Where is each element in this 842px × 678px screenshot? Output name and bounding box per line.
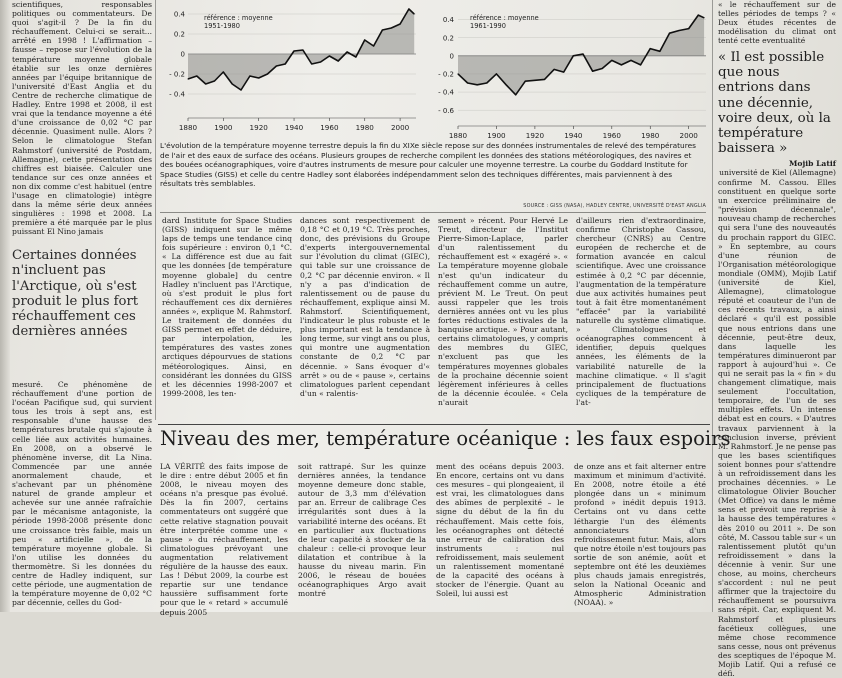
data-point <box>276 65 277 66</box>
column-4 <box>438 216 568 422</box>
column-1-top <box>12 0 152 242</box>
column-6-top-text: « le réchauffement sur de telles périodes de temps ? « Deux études récentes de modélisation du climat ont tenté cette eventualité <box>718 0 836 46</box>
data-point <box>187 78 188 79</box>
column-6-top <box>718 0 836 46</box>
x-tick-label: 1880 <box>448 131 468 140</box>
reference-label: 1961-1990 <box>470 22 506 30</box>
y-tick-label: - 0.4 <box>169 90 185 99</box>
article-separator-rule <box>158 424 710 425</box>
y-tick-label: 0.4 <box>173 10 185 19</box>
data-point <box>364 39 365 40</box>
x-tick-label: 1960 <box>320 123 339 132</box>
data-point <box>258 77 259 78</box>
data-point <box>320 61 321 62</box>
data-point <box>602 68 603 69</box>
y-tick-label: 0.2 <box>173 30 185 39</box>
x-tick-label: 1900 <box>214 123 233 132</box>
data-point <box>205 83 206 84</box>
x-tick-label: 2000 <box>679 131 698 140</box>
reference-label: 1951-1980 <box>204 22 240 30</box>
pull-quote-author-name: Mojib Latif <box>789 159 836 169</box>
data-point <box>240 89 241 90</box>
data-point <box>400 23 401 24</box>
data-point <box>611 60 612 61</box>
data-point <box>621 64 622 65</box>
bottom-column-4-text: de onze ans et fait alterner entre maximum et minimum d'activité. En 2008, notre étoile a été plongée dans un « minimum profond » inédit depuis 1913. Certains ont vu dans cette léthargie l'un des éléments annonciateurs d'un refroidissement futur. Mais, alors que notre étoile n'est toujours pas sortie de son anémie, août et septembre ont été les deuxièmes plus chauds jamais enregistrés, selon la National Oceanic and Atmospheric Administration (NOAA). » <box>574 462 706 608</box>
data-point <box>534 80 535 81</box>
chart-source: SOURCE : GISS (NASA), HADLEY CENTRE, UNIVERSITÉ D'EAST ANGLIA <box>523 203 706 209</box>
data-point <box>338 60 339 61</box>
data-point <box>382 29 383 30</box>
x-tick-label: 1920 <box>525 131 545 140</box>
data-point <box>408 8 409 9</box>
data-point <box>414 13 415 14</box>
column-1-bottom <box>12 380 152 612</box>
data-point <box>544 79 545 80</box>
temperature-charts <box>158 0 718 140</box>
data-point <box>515 94 516 95</box>
data-point <box>698 15 699 16</box>
x-tick-label: 1980 <box>641 131 660 140</box>
data-point <box>563 72 564 73</box>
column-1-top-text: scientifiques, responsables politiques ou commentateurs. De quoi s'agit-il ? De la fin du réchauffement. Celui-ci se serait... arrêté en 1998 ! L'affirmation – fausse – repose sur l'évolution de la température moyenne globale établie sur les onze dernières années par l'équipe britannique de l'université d'East Anglia et du Centre de recherche climatique de Hadley. Entre 1998 et 2008, il est vrai que la tendance moyenne a été d'une croissance de 0,02 °C par décennie. Quasiment nulle. Alors ? Selon le climatologue Stefan Rahmstorf (université de Postdam, Allemagne), cette présentation des chiffres est biaisée. Calculer une tendance sur ces onze années et non dix comme c'est habituel (entre l'usage en climatologie) intègre dans la même série deux années singulières : 1998 et 2008. La première a été marquée par le plus puissant El Nino jamais <box>12 0 152 237</box>
column-6-bottom-text: confirme M. Cassou. Elles constituent en quelque sorte un exercice préliminaire de "prévision décennale", nouveau champ de recherches qui sera l'une des nouveautés du prochain rapport du GIEC. » En septembre, au cours d'une réunion de l'Organisation météorologique mondiale (OMM), Mojib Latif (université de Kiel, Allemagne), climatologue réputé et coauteur de l'un de ces récents travaux, a ainsi déclaré « qu'il est possible que nous entrions dans une décennie, peut-être deux, dans laquelle les températures diminueront par rapport à aujourd'hui ». Ce qui ne serait pas la « fin » du changement climatique, mais seulement l'occultation, temporaire, de l'un de ses multiples effets. Un intense débat est en cours. « D'autres travaux parviennent à la conclusion inverse, prévient M. Rahmstorf. Je ne pense pas que les bases scientifiques soient bonnes pour s'attendre à un refroidissement dans les prochaines décennies. » Le climatologue Olivier Boucher (Met Office) va dans le même sens et prévoit une reprise à la hausse des températures « dès 2010 ou 2011 ». De son côté, M. Cassou table sur « un ralentissement plutôt qu'un refroidissement » dans la décennie à venir. Sur une chose, au moins, chercheurs s'accordent : nul ne peut affirmer que la trajectoire du réchauffement se poursuivra sans répit. Car, expliquent M. Rahmstorf et plusieurs facétieux collègues, une même chose recommence sans cesse, nous ont prévenus des sceptiques de l'époque M. Mojib Latif. Qui a refusé ce défi. <box>718 178 836 678</box>
data-point <box>214 80 215 81</box>
data-point <box>659 51 660 52</box>
y-tick-label: 0 <box>180 50 185 59</box>
data-point <box>373 45 374 46</box>
data-point <box>302 49 303 50</box>
reference-label: référence : moyenne <box>470 14 539 22</box>
data-point <box>293 50 294 51</box>
x-tick-label: 1960 <box>602 131 621 140</box>
data-point <box>486 82 487 83</box>
pull-quote-text: « Il est possible que nous entrions dans une décennie, voire deux, où la température baissera » <box>718 50 831 157</box>
data-point <box>196 75 197 76</box>
chart-caption: L'évolution de la température moyenne terrestre depuis la fin du XIXe siècle repose sur des données instrumentales de relevé des températures de l'air et des eaux de surface des océans. Plusieurs groupes de recherche compilent les données des stations météorologiques, des navires et des bouées océanographiques, voire d'autres instruments de mesure pour calculer une moyenne terrestre. La courbe du Goddard Institute for Space Studies (GISS) et celle du centre Hadley sont élaborées indépendamment selon des techniques différentes, mais parviennent à des résultats très semblables. <box>160 141 697 189</box>
data-point <box>525 81 526 82</box>
data-point <box>573 55 574 56</box>
data-point <box>704 17 705 18</box>
column-5-text: d'ailleurs rien d'extraordinaire, confirme Christophe Cassou, chercheur (CNRS) au Centre européen de recherche et de formation avancée en calcul scientifique. Avec une croissance estimée à 0,2 °C par décennie, l'augmentation de la température due aux activités humaines peut tout à fait être momentanément "effacée" par la variabilité naturelle du système climatique. » Climatologues et océanographes commencent à identifier, depuis quelques années, les éléments de la variabilité naturelle de la machine climatique. « Il s'agit principalement de fluctuations cycliques de la température de l'at- <box>576 216 706 407</box>
column-6-bottom <box>718 178 836 678</box>
y-tick-label: - 0.4 <box>438 88 454 97</box>
y-tick-label: - 0.2 <box>169 70 185 79</box>
chart-panel-hadley <box>438 14 706 140</box>
column-3-text: dances sont respectivement de 0,18 °C et 0,19 °C. Très proches, donc, des prévisions du Groupe d'experts intergouvernemental sur l'évolution du climat (GIEC), qui table sur une croissance de 0,2 °C par décennie environ. « Il n'y a pas d'indication de ralentissement ou de pause du réchauffement, explique ainsi M. Rahmstorf. Scientifiquement, l'indicateur le plus robuste et le plus important est la tendance à long terme, sur vingt ans ou plus, qui montre une augmentation constante de 0,2 °C par décennie. » Sans évoquer d'« arrêt » ou de « pause », certains climatologues parlent cependant d'un « ralentis- <box>300 216 430 398</box>
column-5 <box>576 216 706 422</box>
data-point <box>329 55 330 56</box>
x-tick-label: 1920 <box>249 123 268 132</box>
pull-quote-author-affiliation: université de Kiel (Allemagne) <box>719 168 836 178</box>
column-rule <box>155 0 156 420</box>
chart-panel-giss <box>169 8 416 132</box>
data-point <box>679 30 680 31</box>
data-point <box>496 73 497 74</box>
data-point <box>267 73 268 74</box>
bottom-column-3 <box>436 462 564 612</box>
data-point <box>223 71 224 72</box>
column-4-text: sement » récent. Pour Hervé Le Treut, directeur de l'Institut Pierre-Simon-Laplace, parler d'un ralentissement du réchauffement est « exagéré ». « La température moyenne globale n'est qu'un indicateur du réchauffement comme un autre, prévient M. Le Treut. On peut aussi rappeler que les trois dernières années ont vu les plus fortes réductions estivales de la banquise arctique. » Pour autant, certains climatologues, y compris des membres du GIEC, n'excluent pas que les températures moyennes globales de la prochaine décennie soient légèrement inférieures à celles de la décennie écoulée. « Cela n'aurait <box>438 216 568 407</box>
data-point <box>554 69 555 70</box>
data-point <box>457 73 458 74</box>
data-point <box>467 82 468 83</box>
bottom-column-3-text: ment des océans depuis 2003. En encore, certains ont vu dans ces mesures – qui plongeaient, il est vrai, les climatologues dans des abîmes de perplexité – le signe du début de la fin du réchauffement. Mais cette fois, les océanographes ont détecté une erreur de calibration des instruments : nul refroidissement, mais seulement un ralentissement momentané de la capacité des océans à stocker de l'énergie. Quant au Soleil, lui aussi est <box>436 462 564 599</box>
y-tick-label: - 0.6 <box>438 106 454 115</box>
page-fold-shadow <box>0 0 10 612</box>
data-point <box>688 28 689 29</box>
data-point <box>311 63 312 64</box>
column-1-bottom-text: mesuré. Ce phénomène de réchauffement d'une portion de l'océan Pacifique sud, qui survient tous les trois à sept ans, est responsable d'une hausse des températures brutale qui s'ajoute à celle liée aux activités humaines. En 2008, on a observé le phénomène inverse, dit La Nina. Commencée par une année anormalement chaude, et s'achevant par un phénomène naturel de grande ampleur et achevée sur une année rafraîchie par le mécanisme antagoniste, la période 1998-2008 présente donc une croissance très faible, mais un peu « artificielle », de la température moyenne globale. Si l'on utilise les données du thermomètre. Si les données du centre de Hadley indiquent, sur cette période, une augmentation de la température moyenne de 0,02 °C par décennie, celles du God- <box>12 380 152 608</box>
data-point <box>592 71 593 72</box>
chart-bottom-rule <box>160 212 706 213</box>
data-point <box>347 51 348 52</box>
reference-label: référence : moyenne <box>204 14 273 22</box>
bottom-column-2 <box>298 462 426 612</box>
column-3 <box>300 216 430 422</box>
y-tick-label: 0 <box>449 52 454 61</box>
bottom-column-1 <box>160 462 288 617</box>
column-rule <box>712 0 713 612</box>
data-point <box>285 63 286 64</box>
column-2-text: dard Institute for Space Studies (GISS) indiquent sur le même laps de temps une tendance cinq fois supérieure : environ 0,1 °C. « La différence est due au fait que les données [de température moyenne globale] du centre Hadley n'incluent pas l'Arctique, où s'est produit le plus fort réchauffement ces dix dernières années », explique M. Rahmstorf. Le traitement de données du GISS permet en effet de déduire, par interpolation, les températures des vastes zones arctiques dépourvues de stations météorologiques. Ainsi, en considérant les données du GISS et les décennies 1998-2007 et 1999-2008, les ten- <box>162 216 292 398</box>
data-point <box>249 75 250 76</box>
column-2 <box>162 216 292 422</box>
x-tick-label: 1880 <box>178 123 198 132</box>
bottom-column-2-text: soit rattrapé. Sur les quinze dernières années, la tendance moyenne demeure donc stable, autour de 3,3 mm d'élévation par an. Erreur de calibrage Ces irrégularités sont dues à la variabilité interne des océans. Et en particulier aux fluctuations de leur capacité à stocker de la chaleur : celle-ci provoque leur dilatation et contribue à la hausse du niveau marin. Fin 2006, le réseau de bouées océanographiques Argo avait montré <box>298 462 426 599</box>
data-point <box>506 84 507 85</box>
bottom-column-1-text: LA VÉRITÉ des faits impose de le dire : entre début 2005 et fin 2008, le niveau moyen des océans n'a presque pas évolué. Dès la fin 2007, certains commentateurs ont suggéré que cette relative stagnation pouvait être interprétée comme une « pause » du réchauffement, les climatologues prévoyant une augmentation relativement régulière de la hausse des eaux. Las ! Début 2009, la courbe est repartie sur une tendance haussière suffisamment forte pour que le « retard » accumulé depuis 2005 <box>160 462 288 617</box>
x-tick-label: 1900 <box>487 131 506 140</box>
data-point <box>630 60 631 61</box>
data-point <box>640 64 641 65</box>
y-tick-label: - 0.2 <box>438 70 454 79</box>
x-tick-label: 1940 <box>564 131 583 140</box>
x-tick-label: 1940 <box>284 123 304 132</box>
data-point <box>650 48 651 49</box>
pull-quote <box>718 50 836 177</box>
data-point <box>391 27 392 28</box>
pull-quote-author <box>718 159 836 177</box>
subhead-arctique: Certaines données n'incluent pas l'Arctique, où s'est produit le plus fort réchauffement ces dernières années <box>12 248 139 340</box>
y-tick-label: 0.4 <box>442 16 454 25</box>
article-headline: Niveau des mer, température océanique : les faux espoirs <box>160 427 731 450</box>
data-point <box>232 83 233 84</box>
data-point <box>582 53 583 54</box>
x-tick-label: 2000 <box>390 123 410 132</box>
data-point <box>355 56 356 57</box>
y-tick-label: 0.2 <box>442 34 454 43</box>
bottom-column-4 <box>574 462 706 612</box>
data-point <box>669 33 670 34</box>
x-tick-label: 1980 <box>355 123 374 132</box>
data-point <box>477 84 478 85</box>
